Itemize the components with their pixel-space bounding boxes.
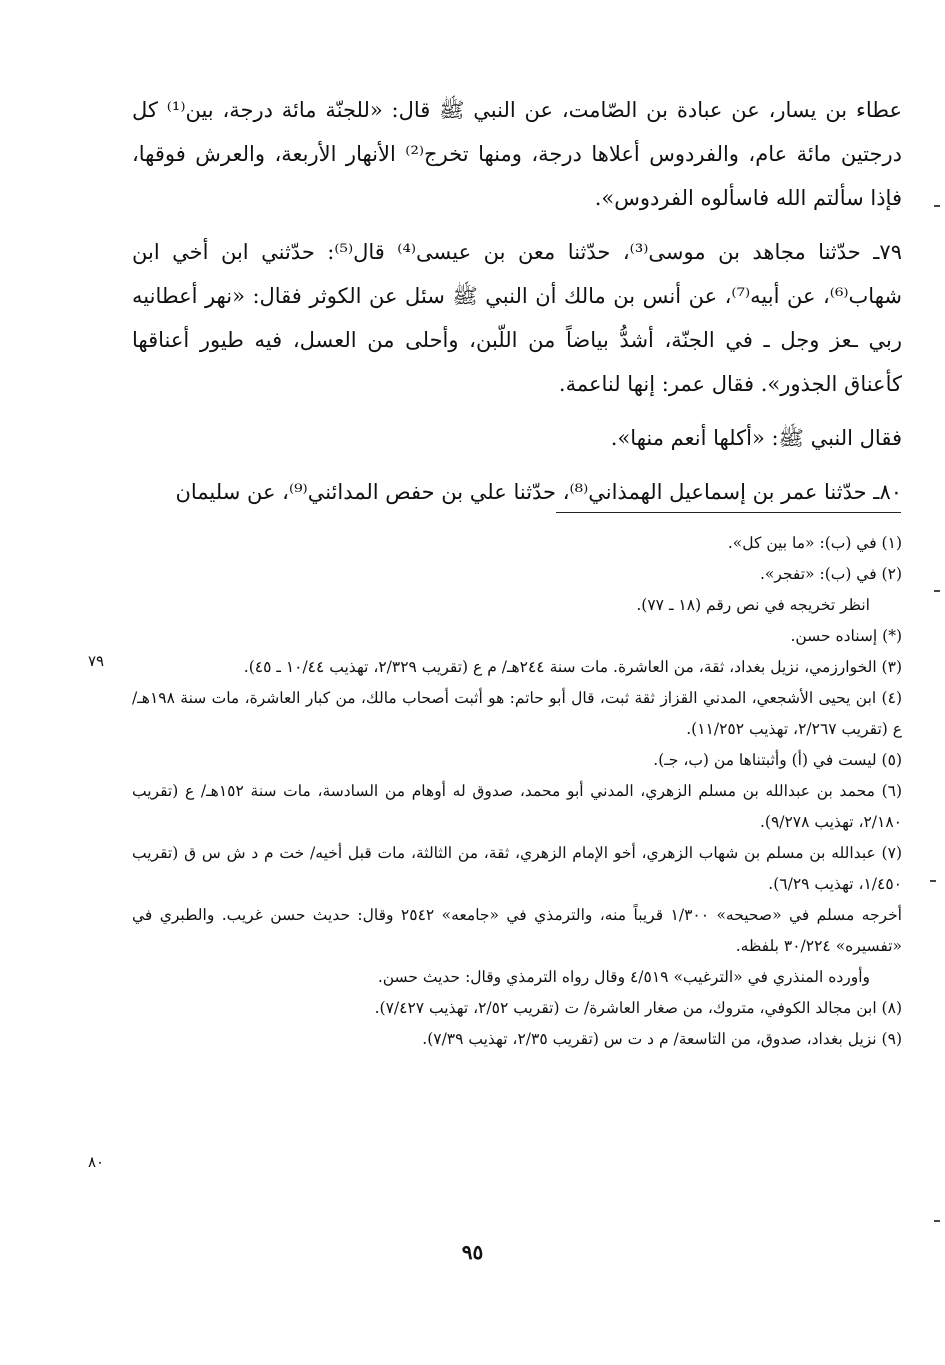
scan-mark: [934, 590, 940, 592]
takhrij-note-79: أخرجه مسلم في «صحيحه» ١/٣٠٠ قريباً منه، والترمذي في «جامعه» ٢٥٤٢ وقال: حديث حسن غريب. والطبري في «تفسيره» ٣٠/٢٢٤ بلفظه.: [132, 906, 902, 955]
footnote-2: (٢) في (ب): «تفجر».: [759, 565, 902, 583]
footnote-4: (٤) ابن يحيى الأشجعي، المدني القزاز ثقة ثبت، قال أبو حاتم: هو أثبت أصحاب مالك، من كبار العاشرة، مات سنة ١٩٨هـ/ ع (تقريب ٢/٢٦٧، تهذيب ١١/٢٥٢).: [132, 689, 902, 738]
footnote-6: (٦) محمد بن عبدالله بن مسلم الزهري، المدني أبو محمد، صدوق له أوهام من السادسة، مات سنة ١٥٢هـ/ ع (تقريب ٢/١٨٠، تهذيب ٩/٢٧٨).: [132, 782, 903, 831]
takhrij-note-78: انظر تخريجه في نص رقم (١٨ ـ ٧٧).: [636, 596, 870, 614]
footnote-9: (٩) نزيل بغداد، صدوق، من التاسعة/ م د ت س (تقريب ٢/٣٥، تهذيب ٧/٣٩).: [422, 1030, 902, 1048]
hadith-paragraph-78-end: عطاء بن يسار، عن عبادة بن الصّامت، عن النبي ﷺ قال: «للجنّة مائة درجة، بين⁽¹⁾ كل درجتين مائة عام، والفردوس أعلاها درجة، ومنها تخرج⁽²⁾ الأنهار الأربعة، والعرش فوقها، فإذا سألتم الله فاسألوه الفردوس».: [132, 98, 903, 210]
footnote-separator: [556, 512, 901, 513]
footnotes-block: [132, 528, 902, 1055]
main-text-block: [132, 88, 902, 524]
hadith-paragraph-80: ٨٠ـ حدّثنا عمر بن إسماعيل الهمذاني⁽⁸⁾، حدّثنا علي بن حفص المدائني⁽⁹⁾، عن سليمان: [175, 480, 902, 504]
scan-mark: [934, 1220, 940, 1222]
takhrij-note-79-mundhiri: وأورده المنذري في «الترغيب» ٤/٥١٩ وقال رواه الترمذي وقال: حديث حسن.: [377, 968, 870, 986]
page-number: ٩٥: [461, 1240, 484, 1264]
footnote-5: (٥) ليست في (أ) وأثبتناها من (ب، جـ).: [653, 751, 902, 769]
margin-hadith-number-80: ٨٠: [88, 1153, 105, 1171]
margin-hadith-number-79: ٧٩: [88, 652, 105, 670]
footnote-7: (٧) عبدالله بن مسلم بن شهاب الزهري، أخو الإمام الزهري، ثقة، من الثالثة، مات قبل أخيه/ خت م د ش س ق (تقريب ١/٤٥٠، تهذيب ٦/٢٩).: [132, 844, 902, 893]
footnote-8: (٨) ابن مجالد الكوفي، متروك، من صغار العاشرة/ ت (تقريب ٢/٥٢، تهذيب ٧/٤٢٧).: [374, 999, 902, 1017]
hadith-paragraph-79-reply: فقال النبي ﷺ: «أكلها أنعم منها».: [610, 426, 902, 450]
footnote-1: (١) في (ب): «ما بين كل».: [727, 534, 902, 552]
scan-mark: [934, 205, 940, 207]
footnote-3: (٣) الخوارزمي، نزيل بغداد، ثقة، من العاشرة. مات سنة ٢٤٤هـ/ م ع (تقريب ٢/٣٢٩، تهذيب ١٠/٤٤ ـ ٤٥).: [243, 658, 902, 676]
scan-mark: [930, 880, 936, 882]
hadith-paragraph-79: ٧٩ـ حدّثنا مجاهد بن موسى⁽³⁾، حدّثنا معن بن عيسى⁽⁴⁾ قال⁽⁵⁾: حدّثني ابن أخي ابن شهاب⁽⁶⁾، عن أبيه⁽⁷⁾، عن أنس بن مالك أن النبي ﷺ سئل عن الكوثر فقال: «نهر أعطانيه ربي ـعز وجل ـ في الجنّة، أشدُّ بياضاً من اللّبن، وأحلى من العسل، فيه طيور أعناقها كأعناق الجذور». فقال عمر: إنها لناعمة.: [132, 240, 902, 396]
isnad-grade-note: (*) إسناده حسن.: [790, 627, 902, 645]
